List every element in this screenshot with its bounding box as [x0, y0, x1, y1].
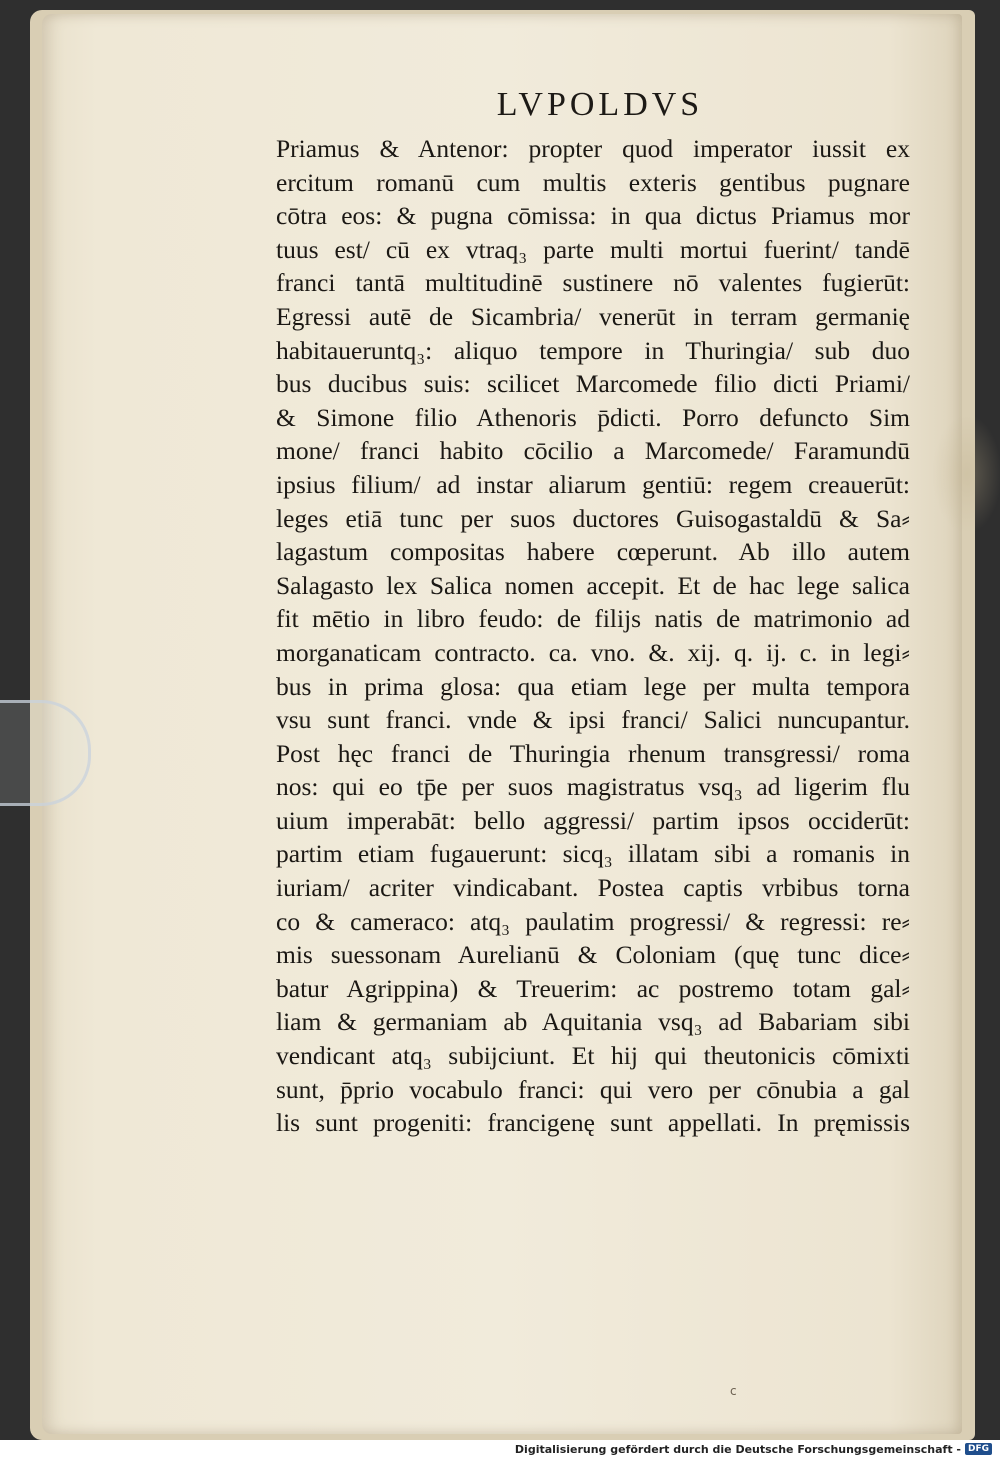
text-line: nos: qui eo tp̄e per suos magistratus vsq₃ ad ligerim flu: [276, 772, 910, 802]
text-line: morganaticam contracto. ca. vno. &. xij. q. ij. c. in legi⸗: [276, 637, 910, 667]
text-line: lagastum compositas habere cœperunt. Ab illo autem: [276, 537, 910, 567]
running-head: LVPOLDVS: [496, 86, 704, 123]
text-line: iuriam/ acriter vindicabant. Postea captis vrbibus torna: [276, 873, 910, 903]
text-line: Salagasto lex Salica nomen accepit. Et de hac lege salica: [276, 570, 910, 600]
text-line: ipsius filium/ ad instar aliarum gentiū: regem creauerūt:: [276, 469, 910, 499]
page-clip: [0, 700, 91, 806]
paper-stain: [932, 414, 1000, 534]
footer-mark: c: [730, 1384, 737, 1398]
text-line: & Simone filio Athenoris p̄dicti. Porro defuncto Sim: [276, 402, 910, 432]
text-line: ercitum romanū cum multis exteris gentibus pugnare: [276, 167, 910, 197]
text-line: mone/ franci habito cōcilio a Marcomede/ Faramundū: [276, 436, 910, 466]
text-line: sunt, p̄prio vocabulo franci: qui vero per cōnubia a gal: [276, 1074, 910, 1104]
text-block: [276, 132, 910, 1140]
text-line: lis sunt progeniti: francigenę sunt appellati. In pręmissis: [276, 1108, 910, 1138]
credit-text: Digitalisierung gefördert durch die Deutsche Forschungsgemeinschaft -: [514, 1442, 961, 1456]
text-line: Priamus & Antenor: propter quod imperator iussit ex: [276, 134, 910, 163]
dfg-logo: DFG: [965, 1443, 992, 1455]
text-line: habitaueruntq₃: aliquo tempore in Thuringia/ sub duo: [276, 335, 910, 365]
text-line: liam & germaniam ab Aquitania vsq₃ ad Babariam sibi: [276, 1007, 910, 1037]
text-line: batur Agrippina) & Treuerim: ac postremo totam gal⸗: [276, 973, 910, 1003]
text-line: bus in prima glosa: qua etiam lege per multa tempora: [276, 671, 910, 701]
credit-bar: [515, 1442, 992, 1456]
text-line: mis suessonam Aurelianū & Coloniam (quę tunc dice⸗: [276, 940, 910, 970]
text-line: bus ducibus suis: scilicet Marcomede filio dicti Priami/: [276, 369, 910, 399]
text-line: co & cameraco: atq₃ paulatim progressi/ & regressi: re⸗: [276, 906, 910, 936]
text-line: cōtra eos: & pugna cōmissa: in qua dictus Priamus mor: [276, 201, 910, 231]
text-line: partim etiam fugauerunt: sicq₃ illatam sibi a romanis in: [276, 839, 910, 869]
text-line: uium imperabāt: bello aggressi/ partim ipsos occiderūt:: [276, 805, 910, 835]
text-line: vendicant atq₃ subijciunt. Et hij qui theutonicis cōmixti: [276, 1041, 910, 1071]
text-line: tuus est/ cū ex vtraq₃ parte multi mortui fuerint/ tandē: [276, 234, 910, 264]
text-line: franci tantā multitudinē sustinere nō valentes fugierūt:: [276, 268, 910, 298]
text-line: leges etiā tunc per suos ductores Guisogastaldū & Sa⸗: [276, 503, 910, 533]
text-line: vsu sunt franci. vnde & ipsi franci/ Salici nuncupantur.: [276, 705, 910, 735]
text-line: Egressi autē de Sicambria/ venerūt in terram germanię: [276, 301, 910, 331]
text-line: fit mētio in libro feudo: de filijs natis de matrimonio ad: [276, 604, 910, 634]
text-line: Post hęc franci de Thuringia rhenum transgressi/ roma: [276, 738, 910, 768]
